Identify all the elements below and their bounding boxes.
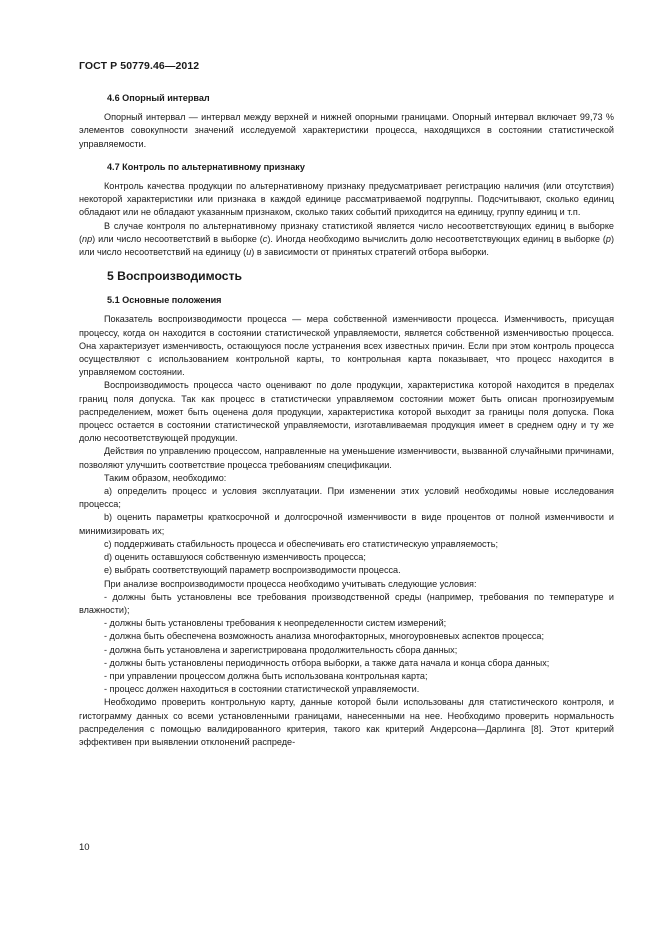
- document-header-standard-id: ГОСТ Р 50779.46—2012: [79, 60, 200, 72]
- paragraph: В случае контроля по альтернативному признаку статистикой является число несоответствующих единиц в выборке (np) или число несоответствий в выборке (c). Иногда необходимо вычислить долю несоответствующих единиц в выборке (p) или число несоответствий на единицу (u) в зависимости от принятых стратегий отбора выборки.: [79, 220, 614, 258]
- paragraph: - должны быть установлены все требования производственной среды (например, требования по температуре и влажности);: [79, 591, 614, 615]
- paragraph: Опорный интервал — интервал между верхней и нижней опорными границами. Опорный интервал включает 99,73 % элементов совокупности значений исследуемой характеристики процесса, находящихся в состоянии статистической управляемости.: [79, 112, 614, 149]
- italic-symbol: u: [246, 247, 252, 258]
- section-heading: 4.7 Контроль по альтернативному признаку: [107, 161, 305, 172]
- paragraph: Необходимо проверить контрольную карту, данные которой были использованы для статистического контроля, и гистограмму данных со всеми установленными границами, нанесенными на нее. Необходимо проверить нормальность распределения с помощью валидированного критерия, такого как критерий Андерсона—Дарлинга [8]. Этот критерий эффективен при выявлении отклонений распреде-: [79, 697, 614, 747]
- paragraph: - процесс должен находиться в состоянии статистической управляемости.: [104, 684, 420, 695]
- paragraph: - должна быть обеспечена возможность анализа многофакторных, многоуровневых аспектов процесса;: [104, 631, 545, 642]
- paragraph: d) оценить оставшуюся собственную изменчивость процесса;: [104, 552, 366, 563]
- paragraph: b) оценить параметры краткосрочной и долгосрочной изменчивости в виде процентов от полной изменчивости и минимизировать их;: [79, 512, 614, 536]
- paragraph: - должны быть установлены требования к неопределенности систем измерений;: [104, 618, 447, 629]
- paragraph: e) выбрать соответствующий параметр воспроизводимости процесса.: [104, 565, 401, 576]
- section-heading: 4.6 Опорный интервал: [107, 93, 210, 103]
- paragraph: Контроль качества продукции по альтернативному признаку предусматривает регистрацию наличия (или отсутствия) некоторой характеристики или признака в каждой единице рассматриваемой подгруппы. Подсчитывают, сколько единиц обладают или не обладают указанным признаком, сколько таких событий приходится на единицу, группу единиц и т.п.: [79, 181, 614, 218]
- italic-symbol: np: [82, 233, 93, 244]
- document-body: [79, 92, 614, 749]
- paragraph: Таким образом, необходимо:: [104, 472, 227, 483]
- italic-symbol: c: [262, 233, 268, 244]
- paragraph: - при управлении процессом должна быть использована контрольная карта;: [104, 670, 428, 681]
- paragraph: - должны быть установлены периодичность отбора выборки, а также дата начала и конца сбора данных;: [104, 657, 550, 668]
- paragraph: c) поддерживать стабильность процесса и обеспечивать его статистическую управляемость;: [104, 538, 498, 549]
- italic-symbol: p: [605, 233, 611, 244]
- section-heading: 5.1 Основные положения: [107, 295, 222, 306]
- page-number: 10: [79, 842, 90, 853]
- paragraph: Действия по управлению процессом, направленные на уменьшение изменчивости, вызванной случайными причинами, позволяют улучшить соответствие процесса требованиям спецификации.: [79, 446, 614, 470]
- paragraph: a) определить процесс и условия эксплуатации. При изменении этих условий необходимы новые исследования процесса;: [79, 486, 614, 510]
- paragraph: При анализе воспроизводимости процесса необходимо учитывать следующие условия:: [104, 578, 477, 589]
- paragraph: - должна быть установлена и зарегистрирована продолжительность сбора данных;: [104, 644, 458, 655]
- paragraph: Показатель воспроизводимости процесса — мера собственной изменчивости процесса. Изменчивость, присущая процессу, когда он находится в состоянии статистической управляемости, является собственной изменчивостью процесса. Она характеризует изменчивость, остающуюся после устранения всех известных причин. Если при этом контроль процесса осуществляют с использованием контрольной карты, то контрольная карта показывает, что процесс находится в управляемом состоянии.: [79, 314, 614, 378]
- paragraph: Воспроизводимость процесса часто оценивают по доле продукции, характеристика которой находится в пределах границ поля допуска. Так как процесс в статистически управляемом состоянии может быть описан прогнозируемым распределением, может быть оценена доля продукции, характеристика которой выходит за границы поля допуска. Пока процесс остается в состоянии статистической управляемости, изготавливаемая продукция имеет в среднем одну и ту же долю несоответствующей продукции.: [79, 380, 614, 444]
- section-heading: 5 Воспроизводимость: [107, 269, 243, 284]
